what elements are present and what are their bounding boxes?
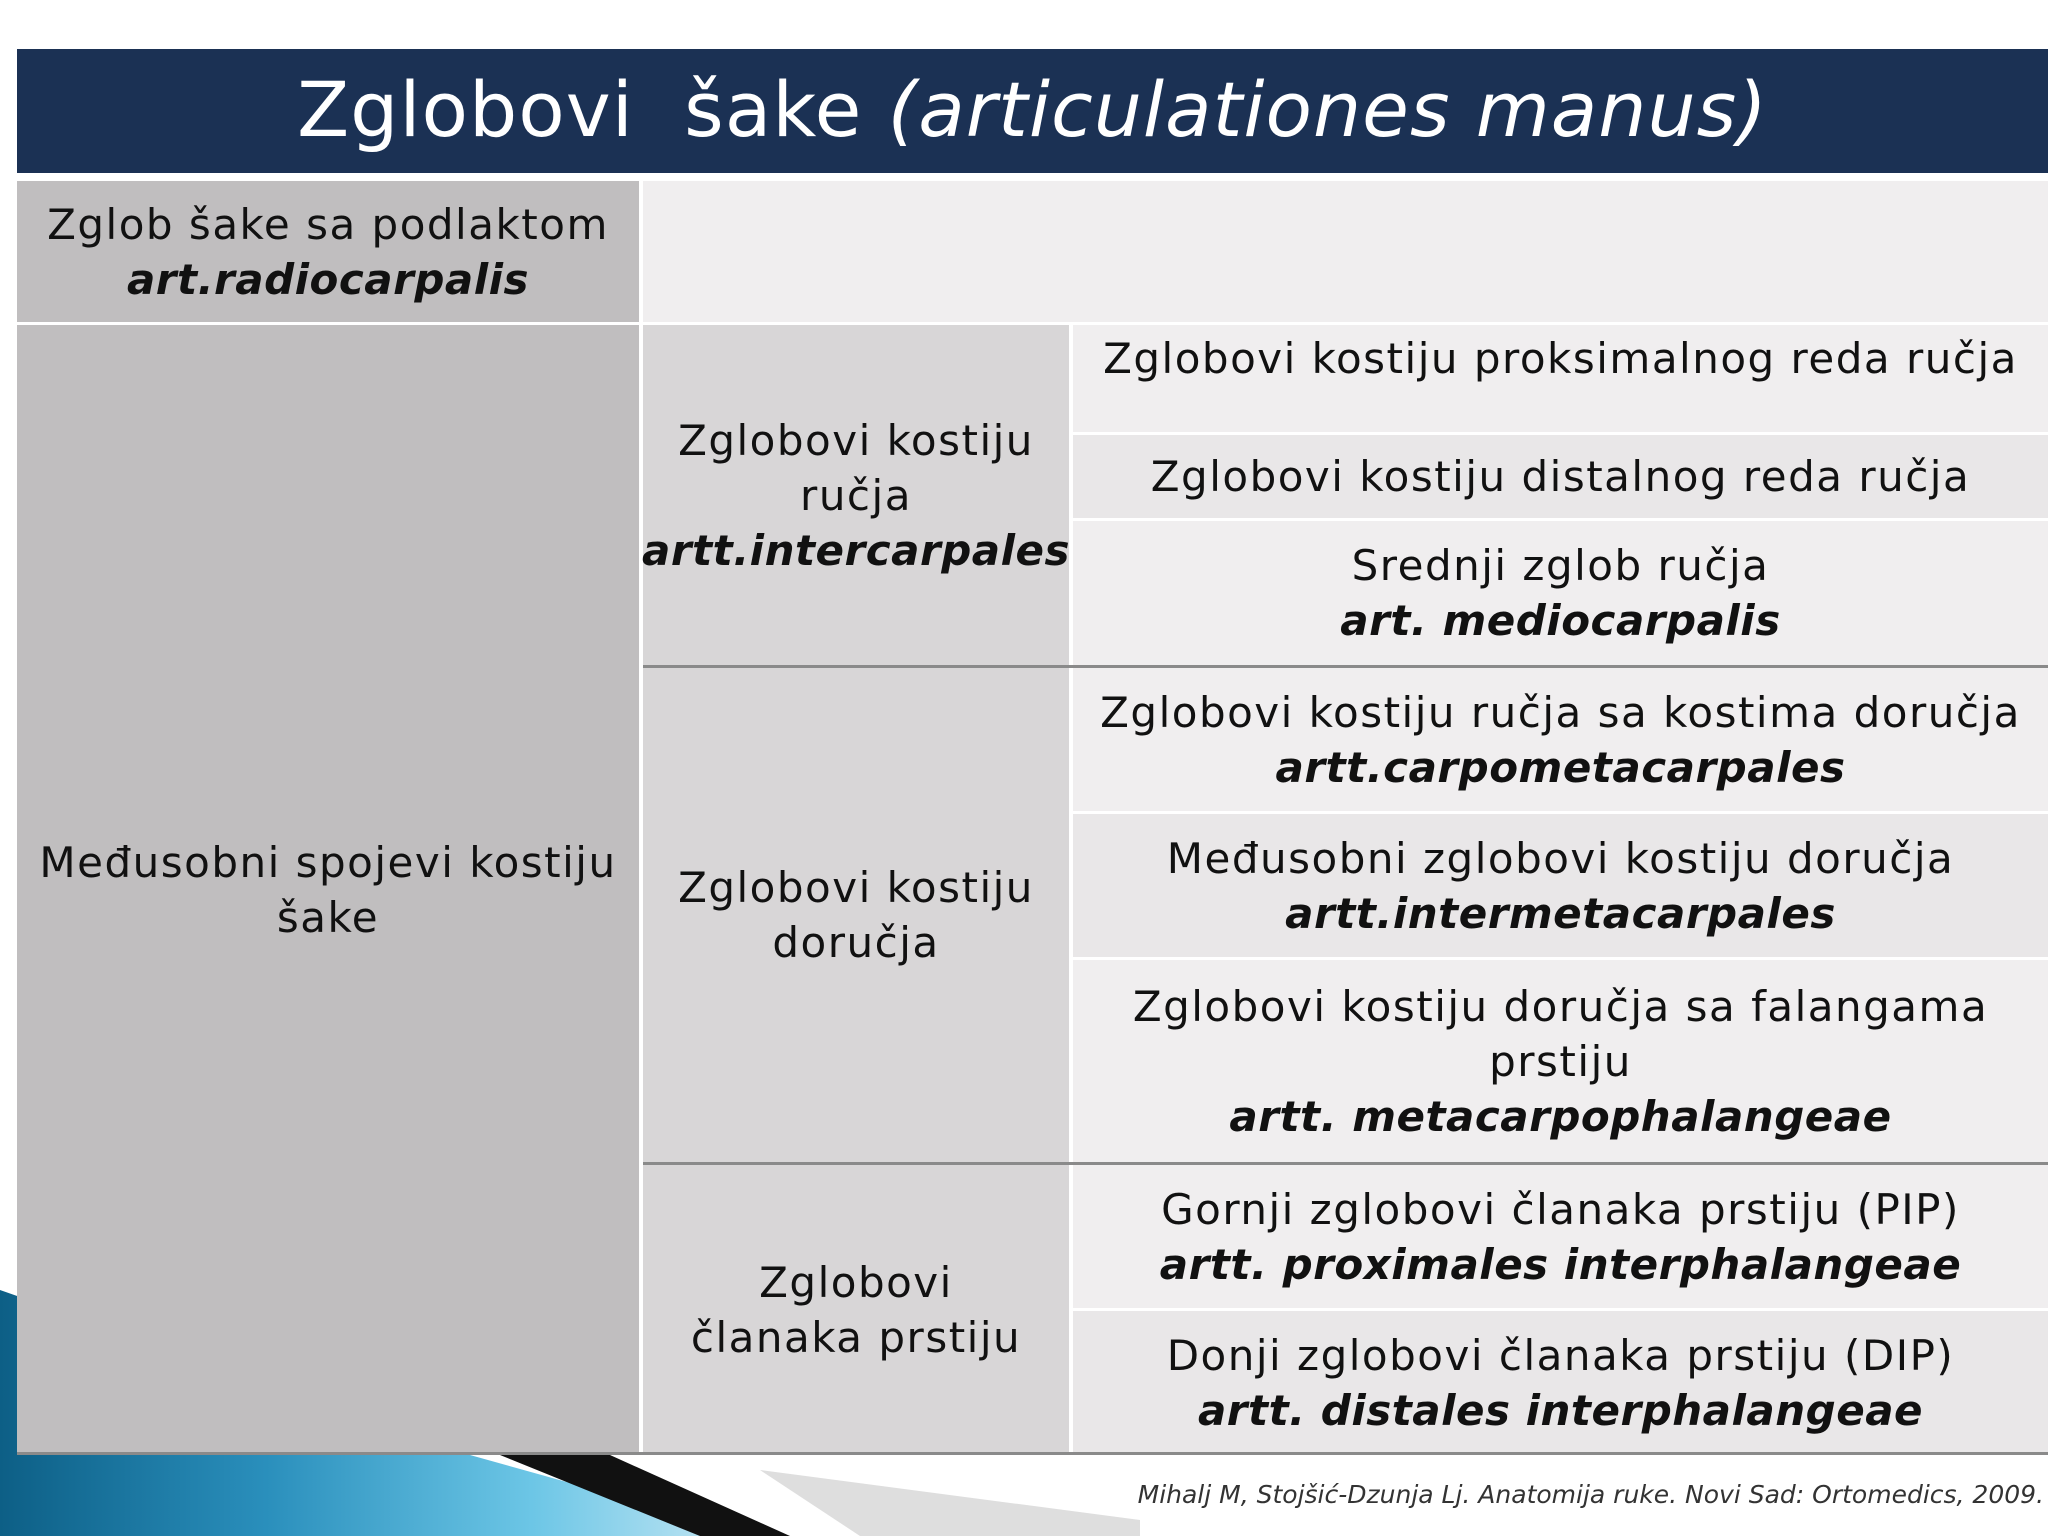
metacarpal-item-3-label: Zglobovi kostiju doručja sa falangama prstiju <box>1132 981 1989 1086</box>
radiocarpal-cell <box>17 181 639 322</box>
intercarpal-cell <box>643 325 1069 665</box>
group-divider <box>643 665 2048 668</box>
slide-title-latin: (articulationes manus) <box>887 64 1768 154</box>
intercarpal-item-3-label: Srednji zglob ručja <box>1351 541 1770 590</box>
phalangeal-item-2 <box>1073 1311 2048 1455</box>
group-divider <box>643 1162 2048 1165</box>
intercarpal-item-1-label: Zglobovi kostiju proksimalnog reda ručja <box>1103 334 2018 383</box>
metacarpal-item-1-label: Zglobovi kostiju ručja sa kostima doručja <box>1100 687 2021 737</box>
metacarpal-item-1 <box>1073 668 2048 811</box>
phalangeal-item-2-latin: artt. distales interphalangeae <box>1197 1386 1924 1435</box>
intercarpal-item-1 <box>1073 325 2048 432</box>
main-group-label: Međusobni spojevi kostiju šake <box>39 838 617 942</box>
metacarpal-item-1-latin: artt.carpometacarpales <box>1275 742 1846 792</box>
metacarpal-item-2 <box>1073 814 2048 957</box>
intercarpal-item-3 <box>1073 521 2048 665</box>
phalangeal-item-1-label: Gornji zglobovi članaka prstiju (PIP) <box>1161 1184 1960 1234</box>
slide-title-main: Zglobovi šake <box>297 64 888 154</box>
radiocarpal-latin: art.radiocarpalis <box>126 254 530 304</box>
main-group-cell <box>17 325 639 1455</box>
intercarpal-item-2-label: Zglobovi kostiju distalnog reda ručja <box>1150 452 1971 501</box>
title-bar <box>17 49 2048 173</box>
metacarpal-label: Zglobovi kostiju doručja <box>678 863 1034 967</box>
phalangeal-item-1 <box>1073 1165 2048 1308</box>
table-bottom-border <box>17 1452 2048 1455</box>
metacarpal-item-2-label: Međusobni zglobovi kostiju doručja <box>1166 833 1955 883</box>
slide-title <box>297 65 1768 154</box>
metacarpal-cell <box>643 668 1069 1162</box>
phalangeal-item-2-label: Donji zglobovi članaka prstiju (DIP) <box>1166 1331 1955 1380</box>
metacarpal-item-3 <box>1073 960 2048 1162</box>
radiocarpal-label: Zglob šake sa podlaktom <box>47 199 609 249</box>
radiocarpal-empty-cell <box>643 181 2048 322</box>
intercarpal-latin: artt.intercarpales <box>642 525 1070 575</box>
metacarpal-item-3-latin: artt. metacarpophalangeae <box>1229 1091 1892 1141</box>
phalangeal-item-1-latin: artt. proximales interphalangeae <box>1159 1239 1962 1289</box>
intercarpal-item-2 <box>1073 435 2048 518</box>
phalangeal-label: Zglobovi članaka prstiju <box>690 1258 1022 1362</box>
citation: Mihalj M, Stojšić-Dzunja Lj. Anatomija ruke. Novi Sad: Ortomedics, 2009. <box>1137 1480 2044 1509</box>
metacarpal-item-2-latin: artt.intermetacarpales <box>1285 888 1836 938</box>
intercarpal-label: Zglobovi kostiju ručja <box>678 415 1034 520</box>
joints-table <box>17 181 2048 1455</box>
intercarpal-item-3-latin: art. mediocarpalis <box>1340 596 1781 645</box>
phalangeal-cell <box>643 1165 1069 1455</box>
